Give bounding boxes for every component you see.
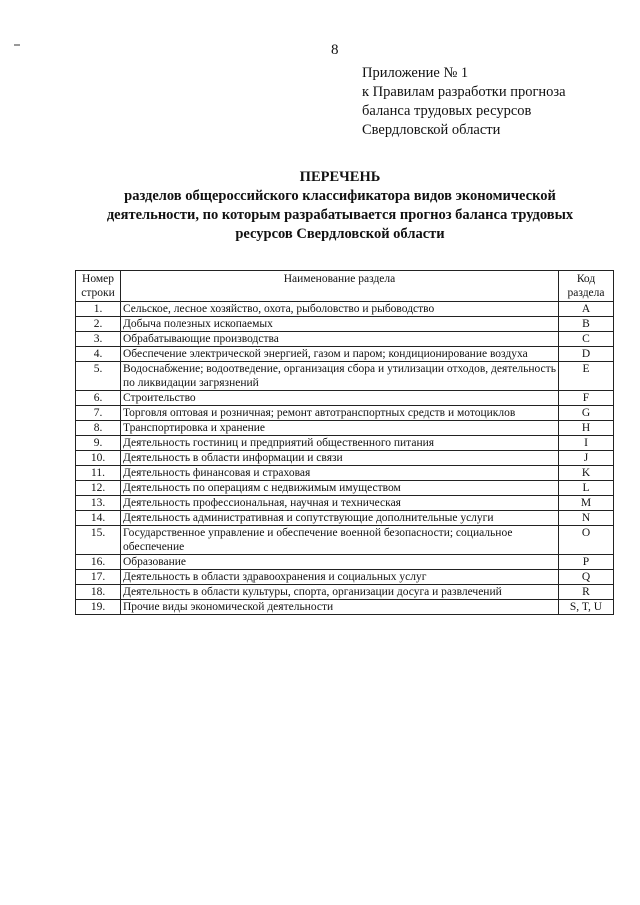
row-number: 6. [76,391,121,406]
table-row [76,570,614,585]
table-row [76,317,614,332]
table-row [76,421,614,436]
table-row [76,362,614,391]
row-number: 17. [76,570,121,585]
row-name: Деятельность профессиональная, научная и техническая [121,496,559,511]
row-code: F [559,391,614,406]
sections-table [75,270,614,615]
title-heading: ПЕРЕЧЕНЬ [299,169,381,185]
table-row [76,302,614,317]
row-name: Деятельность по операциям с недвижимым имуществом [121,481,559,496]
row-code: B [559,317,614,332]
row-number: 18. [76,585,121,600]
page-number: 8 [331,42,339,58]
row-name: Обрабатывающие производства [121,332,559,347]
row-number: 14. [76,511,121,526]
table-row [76,511,614,526]
row-code: O [559,526,614,555]
row-name: Деятельность гостиниц и предприятий общественного питания [121,436,559,451]
row-code: Q [559,570,614,585]
table-row [76,585,614,600]
row-number: 11. [76,466,121,481]
table-row [76,436,614,451]
row-number: 13. [76,496,121,511]
row-name: Сельское, лесное хозяйство, охота, рыболовство и рыбоводство [121,302,559,317]
table-header-row [76,271,614,302]
table-row [76,555,614,570]
row-code: S, T, U [559,600,614,615]
header-number [76,271,121,302]
title-line: деятельности, по которым разрабатывается прогноз баланса трудовых [106,207,574,223]
table-body [76,302,614,615]
margin-mark [14,44,20,46]
row-code: A [559,302,614,317]
row-number: 12. [76,481,121,496]
row-code: N [559,511,614,526]
row-name: Деятельность финансовая и страховая [121,466,559,481]
table-row [76,526,614,555]
table-row [76,466,614,481]
row-code: H [559,421,614,436]
row-code: D [559,347,614,362]
row-code: L [559,481,614,496]
row-code: P [559,555,614,570]
appendix-note [362,64,566,140]
table-row [76,332,614,347]
row-name: Транспортировка и хранение [121,421,559,436]
row-number: 9. [76,436,121,451]
header-code-line: раздела [567,287,605,299]
row-code: G [559,406,614,421]
title-line: разделов общероссийского классификатора видов экономической [124,188,556,204]
row-name: Водоснабжение; водоотведение, организация сбора и утилизации отходов, деятельность по ликвидации загрязнений [121,362,559,391]
table-row [76,481,614,496]
row-name: Государственное управление и обеспечение военной безопасности; социальное обеспечение [121,526,559,555]
table-row [76,496,614,511]
row-number: 15. [76,526,121,555]
table-row [76,600,614,615]
row-number: 5. [76,362,121,391]
row-name: Строительство [121,391,559,406]
row-name: Деятельность в области здравоохранения и социальных услуг [121,570,559,585]
row-code: J [559,451,614,466]
header-number-line: строки [81,287,115,299]
header-code-line: Код [576,273,596,285]
row-code: R [559,585,614,600]
row-name: Добыча полезных ископаемых [121,317,559,332]
row-name: Деятельность в области культуры, спорта, организации досуга и развлечений [121,585,559,600]
row-name: Деятельность административная и сопутствующие дополнительные услуги [121,511,559,526]
row-number: 2. [76,317,121,332]
table-row [76,406,614,421]
row-number: 8. [76,421,121,436]
row-number: 16. [76,555,121,570]
table-row [76,347,614,362]
row-number: 1. [76,302,121,317]
header-name: Наименование раздела [121,271,559,302]
row-name: Торговля оптовая и розничная; ремонт автотранспортных средств и мотоциклов [121,406,559,421]
appendix-line: Приложение № 1 [362,65,469,81]
appendix-line: Свердловской области [362,122,501,138]
row-code: M [559,496,614,511]
row-number: 10. [76,451,121,466]
row-number: 19. [76,600,121,615]
row-code: C [559,332,614,347]
row-number: 7. [76,406,121,421]
appendix-line: к Правилам разработки прогноза [362,84,566,100]
appendix-line: баланса трудовых ресурсов [362,103,532,119]
row-name: Обеспечение электрической энергией, газом и паром; кондиционирование воздуха [121,347,559,362]
table-row [76,451,614,466]
table-row [76,391,614,406]
document-title [60,168,620,244]
row-name: Образование [121,555,559,570]
row-code: E [559,362,614,391]
row-number: 3. [76,332,121,347]
title-line: ресурсов Свердловской области [235,226,445,242]
row-name: Прочие виды экономической деятельности [121,600,559,615]
row-number: 4. [76,347,121,362]
row-code: I [559,436,614,451]
row-name: Деятельность в области информации и связи [121,451,559,466]
row-code: K [559,466,614,481]
header-number-line: Номер [82,273,114,285]
header-code [559,271,614,302]
